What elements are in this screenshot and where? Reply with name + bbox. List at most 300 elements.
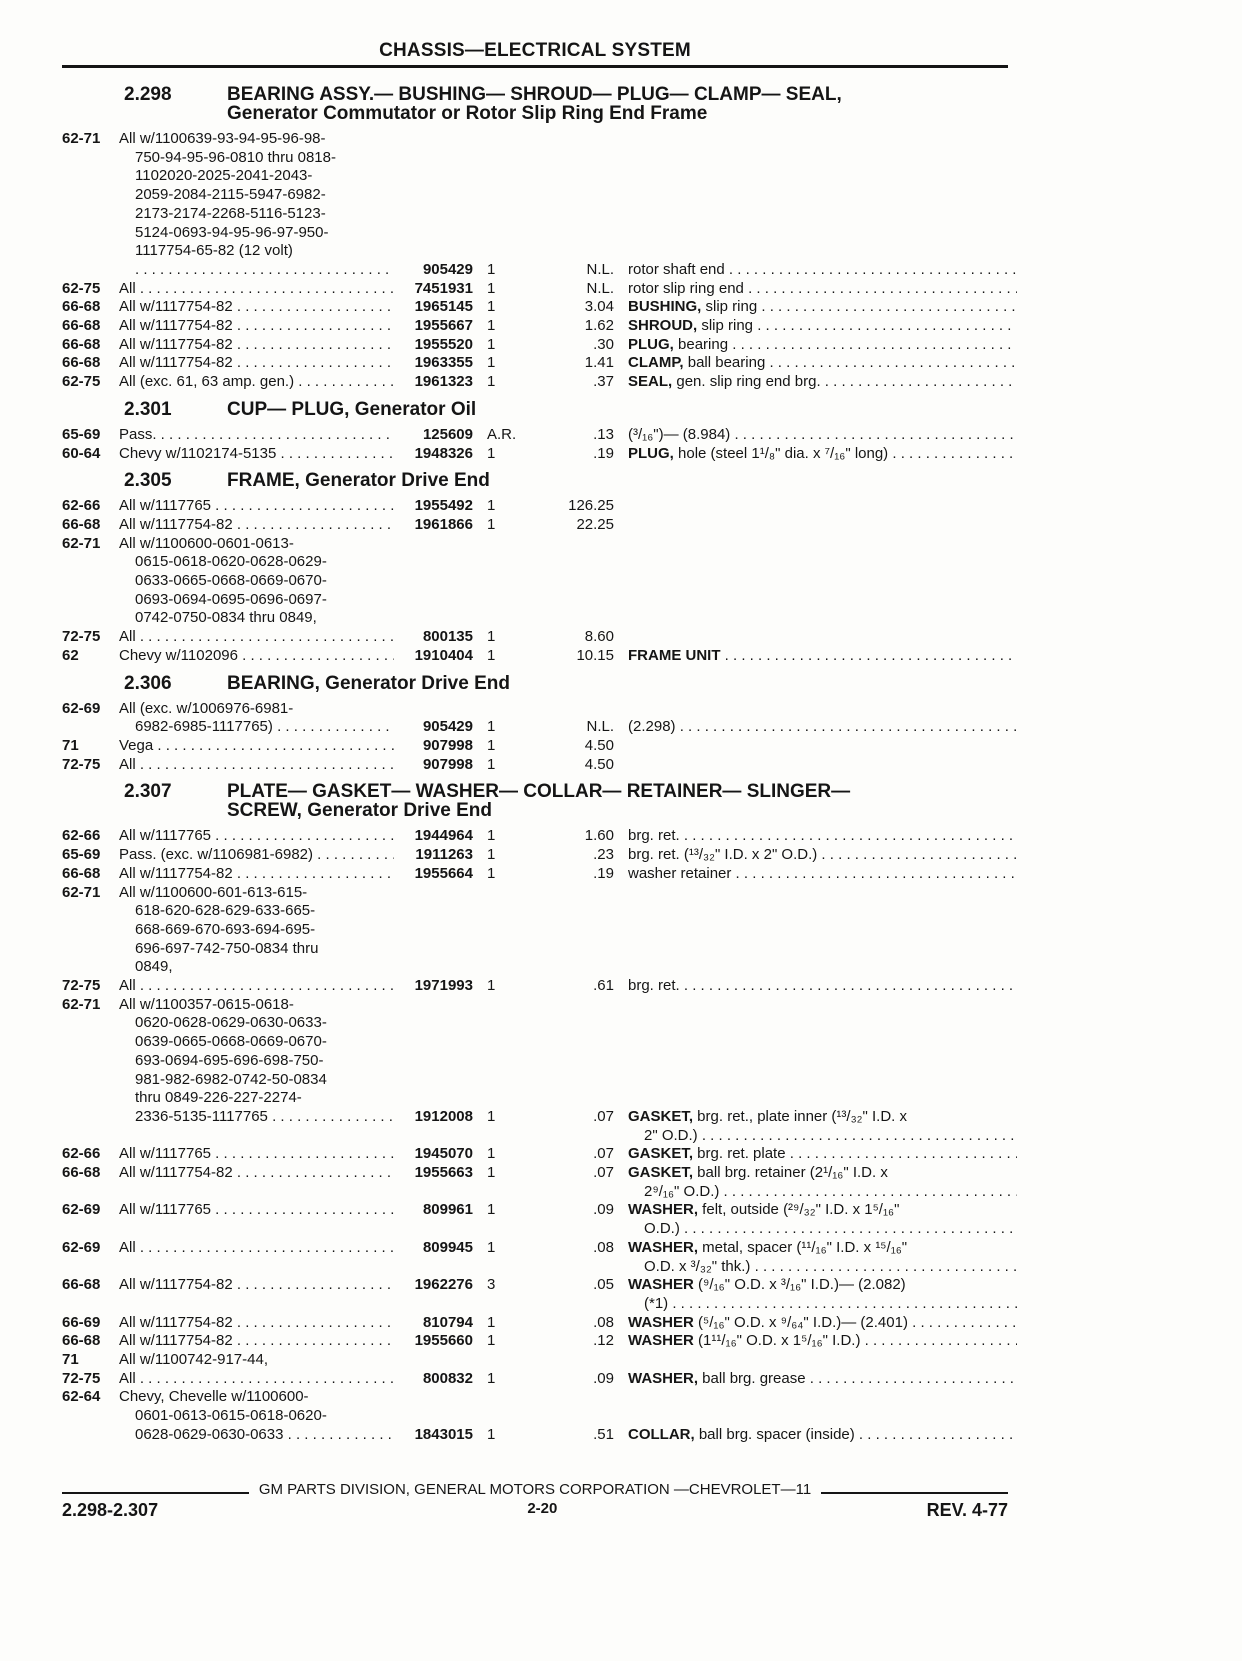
part-row [62,1276,1017,1313]
description-line [628,1351,1017,1370]
model-year: 62-71 [62,130,101,147]
quantity [473,700,558,737]
spacer-line [487,1071,558,1090]
model-year: 62 [62,646,79,664]
quantity [473,445,558,464]
quantity [473,1314,558,1333]
description-keyword: GASKET, [628,1164,694,1182]
quantity-value: 1 [487,279,496,297]
part-number [394,280,473,299]
part-number [394,1276,473,1313]
part-row [62,130,1017,280]
model-year: 62-66 [62,497,101,515]
description [614,996,1017,1146]
price-value: .08 [593,1238,614,1256]
description-line [628,445,1017,464]
part-row [62,298,1017,317]
description [614,1351,1017,1370]
price-value: 4.50 [584,755,614,773]
description-text: ball brg. grease [698,1369,806,1387]
quantity [473,130,558,280]
application-line: All (exc. w/1006976-6981- [119,699,294,717]
price [558,426,614,445]
application [119,1201,394,1238]
part-row [62,1164,1017,1201]
application-line: All . . . [119,280,394,299]
price [558,1388,614,1444]
footer-rule-left [62,1492,249,1494]
description-line [628,1239,1017,1258]
quantity [473,737,558,756]
quantity-value: 1 [487,260,496,278]
part-number [394,516,473,535]
quantity-value: 1 [487,1238,496,1256]
application-line: 981-982-6982-0742-50-0834 [135,1070,327,1088]
description [614,280,1017,299]
spacer-line [487,902,558,921]
application [119,1332,394,1351]
quantity-value: 1 [487,755,496,773]
quantity [473,1145,558,1164]
part-number-value: 907998 [422,736,473,754]
price [558,336,614,355]
price [558,130,614,280]
spacer-line [394,996,473,1015]
application [119,280,394,299]
spacer-line [394,572,473,591]
application-line: All w/1117754-82 . . . [119,1164,394,1183]
part-row [62,628,1017,647]
spacer-line [487,224,558,243]
price [558,1332,614,1351]
section-heading [62,782,1017,820]
spacer-line [394,1407,473,1426]
spacer-line [628,242,1017,261]
part-row [62,497,1017,516]
description-text: brg. ret. [628,827,680,845]
application-line: thru 0849-226-227-2274- [135,1089,302,1107]
model-year: 62-75 [62,279,101,297]
part-number [394,535,473,629]
part-row [62,426,1017,445]
spacer-line [558,553,614,572]
price-value: N.L. [586,260,614,278]
spacer-line [394,902,473,921]
description-line [628,354,1017,373]
spacer-line [394,700,473,719]
model-year: 66-68 [62,515,101,533]
spacer-line [394,591,473,610]
price-value: 22.25 [576,515,614,533]
spacer-line [487,884,558,903]
spacer-line [487,1033,558,1052]
price [558,884,614,978]
spacer-line [487,149,558,168]
quantity [473,1388,558,1444]
description-text: ball bearing [683,354,766,372]
price-value: .61 [593,977,614,995]
price [558,865,614,884]
spacer-line [558,902,614,921]
part-row [62,1239,1017,1276]
spacer-line [628,902,1017,921]
description-line [628,1314,1017,1333]
description-text: brg. ret., plate inner (¹³/₃₂" I.D. x [693,1107,907,1125]
part-number-value: 1945070 [414,1145,473,1163]
quantity-value: 1 [487,1201,496,1219]
price [558,1239,614,1276]
quantity [473,317,558,336]
price [558,647,614,666]
application-line: All w/1117754-82 . . . [119,317,394,336]
application-line: 668-669-670-693-694-695- [135,920,316,938]
description-line [628,1201,1017,1220]
price [558,373,614,392]
description-line [628,373,1017,392]
quantity-value: 1 [487,1369,496,1387]
part-number [394,647,473,666]
quantity-value: 1 [487,1107,496,1125]
model-year: 66-68 [62,1332,101,1350]
quantity [473,1276,558,1313]
quantity-value: 1 [487,1425,496,1443]
description-text: metal, spacer (¹¹/₁₆" I.D. x ¹⁵/₁₆" [698,1238,908,1256]
spacer-line [394,921,473,940]
description [614,497,1017,516]
description [614,354,1017,373]
description-text: (⁵/₁₆" O.D. x ⁹/₆₄" I.D.)— (2.401) [693,1313,908,1331]
description-line [628,1108,1017,1127]
application-line: All w/1117754-82 . . . [119,1314,394,1333]
quantity [473,647,558,666]
price-value: 1.60 [584,827,614,845]
section-number: 2.298 [124,84,172,105]
description [614,336,1017,355]
application-line: Chevy w/1102096 . . . [119,647,394,666]
footer-section-range: 2.298-2.307 [62,1500,159,1520]
application-line: All . . . [119,977,394,996]
quantity-value: 1 [487,444,496,462]
description-line [628,1164,1017,1183]
quantity-value: 1 [487,1145,496,1163]
description-line [628,336,1017,355]
application [119,1370,394,1389]
model-year: 66-68 [62,1276,101,1294]
description-line [628,756,1017,775]
description-line [628,958,1017,977]
footer-line [62,1481,1008,1498]
spacer-line [558,572,614,591]
spacer-line [558,1033,614,1052]
section-number: 2.301 [124,398,172,420]
header-rule [62,65,1008,68]
application [119,1145,394,1164]
quantity [473,1351,558,1370]
application-line: 618-620-628-629-633-665- [135,902,316,920]
model-year: 62-64 [62,1388,101,1406]
part-number-value: 907998 [422,755,473,773]
application-line: All w/1117765 . . . [119,1145,394,1164]
model-year: 71 [62,736,79,754]
description [614,846,1017,865]
spacer-line [394,535,473,554]
part-number-value: 800135 [422,628,473,646]
part-number [394,737,473,756]
spacer-line [394,1071,473,1090]
description-text: O.D. x ³/₃₂" thk.) [644,1257,751,1275]
model-year: 62-69 [62,1201,101,1219]
part-number-value: 905429 [422,260,473,278]
application [119,516,394,535]
price [558,298,614,317]
description-text: ball brg. retainer (2¹/₁₆" I.D. x [693,1164,888,1182]
part-number-value: 1965145 [414,298,473,316]
spacer-line [487,553,558,572]
spacer-line [487,572,558,591]
price [558,737,614,756]
application-line: 1117754-65-82 (12 volt) [135,242,293,260]
quantity [473,516,558,535]
part-number-value: 1955664 [414,864,473,882]
quantity [473,336,558,355]
part-number [394,884,473,978]
part-number [394,1351,473,1370]
footer-page-number: 2-20 [527,1500,558,1517]
description-line [628,497,1017,516]
spacer-line [394,149,473,168]
page-footer [62,1481,1008,1541]
model-year: 62-71 [62,883,101,901]
description-line [628,317,1017,336]
application-line: 0639-0665-0668-0669-0670- [135,1033,327,1051]
price [558,1314,614,1333]
spacer-line [394,242,473,261]
part-row [62,737,1017,756]
quantity-value: 1 [487,718,496,736]
model-year: 60-64 [62,444,101,462]
quantity-value [487,958,558,977]
description [614,516,1017,535]
description [614,827,1017,846]
application-line: 1102020-2025-2041-2043- [135,167,313,185]
description-text: (⁹/₁₆" O.D. x ³/₁₆" I.D.)— (2.082) [693,1276,906,1294]
part-row [62,1145,1017,1164]
description-keyword: PLUG, [628,444,674,462]
section-title [227,782,1017,820]
section-2-301 [62,400,1017,469]
description-text: brg. ret. (¹³/₃₂" I.D. x 2" O.D.) [628,846,818,864]
spacer-line [628,149,1017,168]
application [119,1239,394,1276]
description [614,373,1017,392]
part-row [62,756,1017,775]
price-value: .51 [593,1425,614,1443]
spacer-line [558,205,614,224]
spacer-line [628,591,1017,610]
quantity-value: 1 [487,317,496,335]
description-keyword: WASHER, [628,1369,699,1387]
description [614,445,1017,464]
spacer-line [487,130,558,149]
part-number-value: 905429 [422,718,473,736]
application-line: All w/1117754-82 . . . [119,1332,394,1351]
part-number-value: 1971993 [414,977,473,995]
spacer-line [558,1052,614,1071]
spacer-line [628,130,1017,149]
description-text: O.D.) [644,1220,680,1238]
spacer-line [558,591,614,610]
model-year: 72-75 [62,1369,101,1387]
description-text: brg. ret. plate [693,1145,786,1163]
section-gap [62,666,1017,672]
application [119,1164,394,1201]
part-number-value: 1912008 [414,1107,473,1125]
spacer-line [394,1052,473,1071]
section-gap [62,463,1017,469]
price [558,1201,614,1238]
price-value [558,1351,614,1370]
quantity [473,1239,558,1276]
spacer-line [487,205,558,224]
part-row [62,373,1017,392]
application-line: All . . . [119,1370,394,1389]
section-2-305 [62,471,1017,671]
description-text: slip ring [697,317,754,335]
description-keyword: BUSHING, [628,298,702,316]
part-number [394,298,473,317]
description-line [628,1183,1017,1202]
description [614,1164,1017,1201]
application-line: All w/1100357-0615-0618- [119,995,294,1013]
description-keyword: GASKET, [628,1145,694,1163]
quantity-value: 1 [487,373,496,391]
model-year: 72-75 [62,755,101,773]
quantity-value [487,609,558,628]
price [558,280,614,299]
price-value: N.L. [586,279,614,297]
price [558,628,614,647]
spacer-line [628,996,1017,1015]
quantity [473,1164,558,1201]
application-line: All w/1100600-0601-0613- [119,534,294,552]
part-row [62,884,1017,978]
description-line [628,516,1017,535]
quantity [473,373,558,392]
price-value: .19 [593,864,614,882]
spacer-line [394,205,473,224]
section-gap [62,774,1017,780]
model-year: 66-68 [62,354,101,372]
description-text: rotor shaft end [628,260,725,278]
part-number [394,1388,473,1444]
model-year: 66-68 [62,317,101,335]
application-line: 0601-0613-0615-0618-0620- [135,1407,327,1425]
section-title-line: Generator Commutator or Rotor Slip Ring End Frame [227,103,708,124]
description-text: brg. ret. [628,977,680,995]
spacer-line [394,884,473,903]
spacer-line [558,1089,614,1108]
description-line [628,298,1017,317]
quantity-value: 1 [487,335,496,353]
description-line [628,609,1017,628]
application-line: All w/1117754-82 . . . [119,516,394,535]
quantity-value: 3 [487,1276,496,1294]
price-value [558,609,614,628]
spacer-line [628,921,1017,940]
application-line: 0628-0629-0630-0633 . . . [119,1426,394,1445]
part-number [394,317,473,336]
application-line: Vega . . . [119,737,394,756]
spacer-line [628,1052,1017,1071]
section-title-line: BEARING ASSY.— BUSHING— SHROUD— PLUG— CLAMP— SEAL, [227,84,842,105]
price-value: .07 [593,1107,614,1125]
quantity [473,426,558,445]
footer-rule-right [821,1492,1008,1494]
part-number-value: 809961 [422,1201,473,1219]
spacer-line [558,167,614,186]
spacer-line [558,130,614,149]
model-year: 62-69 [62,699,101,717]
part-row [62,1314,1017,1333]
description-keyword: CLAMP, [628,354,684,372]
quantity [473,996,558,1146]
description-keyword: WASHER, [628,1238,699,1256]
spacer-line [487,535,558,554]
price-value: .07 [593,1145,614,1163]
spacer-line [558,940,614,959]
application-line: All w/1117754-82 . . . [119,354,394,373]
quantity [473,298,558,317]
price-value: .12 [593,1332,614,1350]
part-row [62,1388,1017,1444]
application [119,373,394,392]
part-number-value: 1843015 [414,1425,473,1443]
spacer-line [628,1014,1017,1033]
application-line [119,261,394,280]
quantity-value: 1 [487,827,496,845]
spacer-line [394,553,473,572]
application [119,996,394,1146]
quantity-value: 1 [487,977,496,995]
description-line [628,1332,1017,1351]
application-line: All w/1117754-82 . . . [119,865,394,884]
price-value: .08 [593,1313,614,1331]
quantity-value: 1 [487,736,496,754]
spacer-line [628,186,1017,205]
part-row [62,354,1017,373]
application [119,756,394,775]
part-row [62,1201,1017,1238]
part-row [62,700,1017,737]
quantity-value: 1 [487,354,496,372]
part-number [394,1332,473,1351]
part-number-value: 810794 [422,1313,473,1331]
part-row [62,865,1017,884]
price [558,535,614,629]
spacer-line [394,224,473,243]
section-title [227,85,1017,123]
spacer-line [394,1033,473,1052]
quantity [473,535,558,629]
description-keyword: FRAME UNIT [628,646,721,664]
part-row [62,1351,1017,1370]
part-row [62,996,1017,1146]
part-number [394,445,473,464]
description [614,977,1017,996]
model-year: 66-68 [62,864,101,882]
spacer-line [558,535,614,554]
price-value: 10.15 [576,646,614,664]
